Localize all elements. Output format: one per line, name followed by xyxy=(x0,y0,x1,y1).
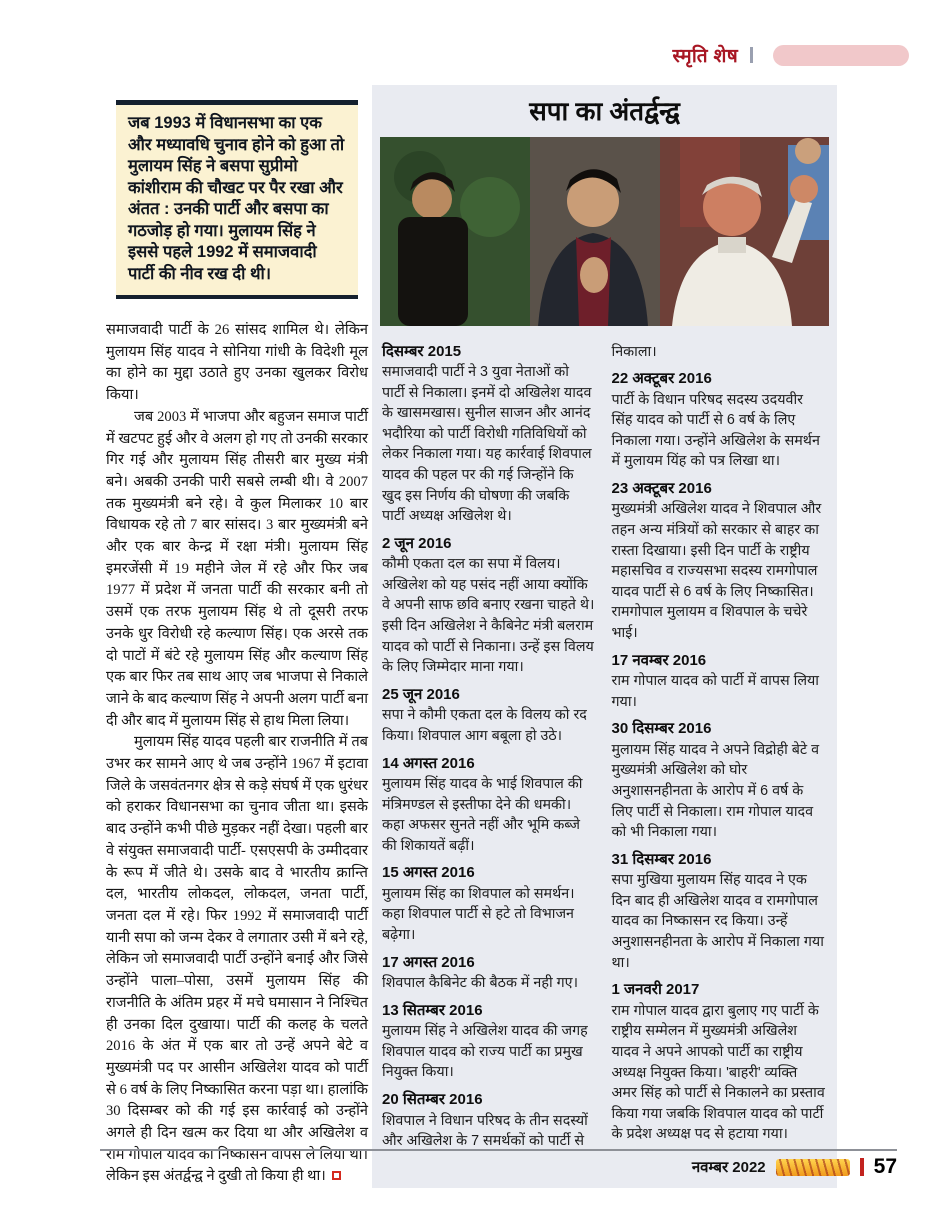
timeline-entry xyxy=(382,342,596,527)
page-footer xyxy=(100,1149,897,1179)
timeline-entry xyxy=(612,980,826,1145)
timeline-date: 25 जून 2016 xyxy=(382,685,460,703)
timeline-date: 14 अगस्त 2016 xyxy=(382,754,475,772)
timeline-date: 17 अगस्त 2016 xyxy=(382,953,475,971)
timeline-text: पार्टी के विधान परिषद सदस्य उदयवीर सिंह यादव को पार्टी से 6 वर्ष के लिए निकाला गया। उन्होंने अखिलेश के समर्थन में मुलायम यिंह को पत्र लिखा था। xyxy=(611,391,820,470)
section-label: स्मृति शेष xyxy=(672,46,738,67)
timeline-date: 22 अक्टूबर 2016 xyxy=(611,370,712,388)
timeline-text: मुख्यमंत्री अखिलेश यादव ने शिवपाल और तहन अन्य मंत्रियों को सरकार से बाहर का रास्ता दिखाया। इसी दिन पार्टी के राष्ट्रीय महासचिव व राज्यसभा सदस्य रामगोपाल यादव पार्टी से 6 वर्ष के लिए निष्कासित। रामगोपाल मुलायम व शिवपाल के चचेरे भाई। xyxy=(611,501,822,642)
timeline-date: 2 जून 2016 xyxy=(382,534,452,552)
article-body xyxy=(106,320,368,1188)
timeline-date: 15 अगस्त 2016 xyxy=(382,864,475,882)
timeline-text: सपा मुखिया मुलायम सिंह यादव ने एक दिन बाद ही अखिलेश यादव व रामगोपाल यादव का निष्कासन रद किया। उन्हें अनुशासनहीनता के आरोप में निकाला गया था। xyxy=(611,872,824,971)
timeline-entry xyxy=(382,685,596,747)
timeline-text: राम गोपाल यादव द्वारा बुलाए गए पार्टी के राष्ट्रीय सम्मेलन में मुख्यमंत्री अखिलेश यादव ने अपने आपको पार्टी का राष्ट्रीय अध्यक्ष नियुक्त किया। 'बाहरी' व्यक्ति अमर सिंह को पार्टी से निकालने का प्रस्ताव किया गया जबकि शिवपाल यादव को पार्टी के प्रदेश अध्यक्ष पद से हटाया गया। xyxy=(611,1002,825,1143)
page-content xyxy=(100,85,837,1188)
timeline-continuation-text: निकाला। xyxy=(611,343,657,360)
timeline-text: शिवपाल कैबिनेट की बैठक में नही गए। xyxy=(382,975,578,992)
timeline-entry xyxy=(612,479,826,644)
panel-title: सपा का अंतर्द्वन्द्व xyxy=(529,96,680,126)
timeline-text: राम गोपाल यादव को पार्टी में वापस लिया गया। xyxy=(611,673,820,710)
timeline-date: 23 अक्टूबर 2016 xyxy=(611,479,712,497)
timeline-date: 17 नवम्बर 2016 xyxy=(611,651,707,669)
news-photo xyxy=(380,137,829,326)
timeline-column-2 xyxy=(610,335,830,1152)
timeline-entry xyxy=(382,863,596,945)
page-number: 57 xyxy=(873,1155,897,1178)
timeline-entry xyxy=(612,850,826,973)
footer-divider xyxy=(860,1158,864,1176)
timeline-text: मुलायम सिंह का शिवपाल को समर्थन। कहा शिवपाल पार्टी से हटे तो विभाजन बढ़ेगा। xyxy=(382,885,575,944)
highlight-text: जब 1993 में विधानसभा का एक और मध्यावधि चुनाव होने को हुआ तो मुलायम सिंह ने बसपा सुप्रीमो कांशीराम की चौखट पर पैर रखा और अंतत : उनकी पार्टी और बसपा का गठजोड़ हो गया। मुलायम सिंह ने इससे पहले 1992 में समाजवादी पार्टी की नीव रख दी थी। xyxy=(128,114,345,283)
magazine-logo xyxy=(776,1159,850,1176)
timeline-date: 13 सितम्बर 2016 xyxy=(382,1001,483,1019)
timeline-entry xyxy=(612,719,826,842)
timeline-entry xyxy=(382,1090,596,1152)
timeline-text: शिवपाल ने विधान परिषद के तीन सदस्यों और अखिलेश के 7 समर्थकों को पार्टी से xyxy=(382,1112,588,1150)
highlight-box xyxy=(116,100,358,299)
news-photo-illustration xyxy=(380,137,829,326)
timeline-date: 1 जनवरी 2017 xyxy=(611,981,700,999)
page-header xyxy=(673,42,910,68)
timeline-text: मुलायम सिंह यादव ने अपने विद्रोही बेटे व मुख्यमंत्री अखिलेश को घोर अनुशासनहीनता के आरोप में 6 वर्ष के लिए पार्टी से निकाला। राम गोपाल यादव को भी निकाला गया। xyxy=(611,741,820,841)
issue-date: नवम्बर 2022 xyxy=(691,1159,766,1176)
timeline-date: 30 दिसम्बर 2016 xyxy=(611,720,712,738)
timeline-entry xyxy=(382,1001,596,1083)
article-paragraph-3-text: मुलायम सिंह यादव पहली बार राजनीति में तब उभर कर सामने आए थे जब उन्होंने 1967 में इटावा जिले के जसवंतनगर क्षेत्र से कड़े संघर्ष में एक धुरंधर को हराकर विधानसभा का चुनाव जीता था। इसके बाद उन्होंने कभी पीछे मुड़कर नहीं देखा। पहली बार वे संयुक्त समाजवादी पार्टी- एसएसपी के उम्मीदवार के रूप में जीते थे। उसके बाद वे भारतीय क्रान्ति दल, भारतीय लोकदल, लोकदल, जनता पार्टी, जनता दल में रहे। फिर 1992 में समाजवादी पार्टी यानी सपा को जन्म देकर वे लगातार उसी में बने रहे, लेकिन जो समाजवादी पार्टी उन्होंने बनाई और जिसे उन्होंने पाला–पोसा, उसमें मुलायम सिंह की राजनीति के अंतिम प्रहर में मचे घमासान ने निश्चित ही उनका दिल दुखाया। पार्टी की कलह के चलते 2016 के अंत में एक बार तो उन्हें अपने बेटे व मुख्यमंत्री पद पर आसीन अखिलेश यादव को पार्टी से 6 वर्ष के लिए निष्कासित करना पड़ा था। हालांकि 30 दिसम्बर को की गई इस कार्रवाई को उन्होंने अगले ही दिन खत्म कर दिया था और अखिलेश व राम गोपाल यादव का निष्कासन वापस ले लिया था। लेकिन इस अंतर्द्वन्द्व ने दुखी तो किया ही था। xyxy=(106,734,368,1185)
timeline-entry xyxy=(612,651,826,713)
timeline-date: 20 सितम्बर 2016 xyxy=(382,1091,483,1109)
timeline-entry xyxy=(382,534,596,678)
timeline-entry xyxy=(382,953,596,994)
timeline-columns xyxy=(380,335,829,1152)
timeline-text: सपा ने कौमी एकता दल के विलय को रद किया। शिवपाल आग बबूला हो उठे। xyxy=(382,707,587,744)
timeline-entry xyxy=(382,754,596,857)
timeline-date: दिसम्बर 2015 xyxy=(382,342,462,360)
timeline-entry xyxy=(612,369,826,472)
article-paragraph-1: समाजवादी पार्टी के 26 सांसद शामिल थे। लेकिन मुलायम सिंह यादव ने सोनिया गांधी के विदेशी मूल का होने का मुद्दा उठाते हुए उनका खुलकर विरोध किया। xyxy=(106,322,368,404)
timeline-text: कौमी एकता दल का सपा में विलय। अखिलेश को यह पसंद नहीं आया क्योंकि वे अपनी साफ छवि बनाए रखना चाहते थे। इसी दिन अखिलेश ने कैबिनेट मंत्री बलराम यादव को पार्टी से निकाना। उन्हें इस विलय के लिए जिम्मेदार माना गया। xyxy=(382,556,595,676)
timeline-text: मुलायम सिंह ने अखिलेश यादव की जगह शिवपाल यादव को राज्य पार्टी का प्रमुख नियुक्त किया। xyxy=(382,1023,588,1081)
article-paragraph-3 xyxy=(106,732,368,1188)
timeline-date: 31 दिसम्बर 2016 xyxy=(611,850,712,868)
timeline-text: समाजवादी पार्टी ने 3 युवा नेताओं को पार्टी से निकाला। इनमें दो अखिलेश यादव के खासमखास। सुनील साजन और आनंद भदौरिया को पार्टी विरोधी गतिविधियों को लेकर निकाला गया। यह कार्रवाई शिवपाल यादव की पहल पर की गई जिन्होंने कि खुद इस निर्णय की घोषणा की जबकि पार्टी अध्यक्ष अखिलेश थे। xyxy=(382,364,592,525)
timeline-panel xyxy=(372,85,837,1188)
separator-tick xyxy=(750,47,753,63)
article-paragraph-2: जब 2003 में भाजपा और बहुजन समाज पार्टी में खटपट हुई और वे अलग हो गए तो उनकी सरकार गिर गई और मुलायम सिंह तीसरी बार मुख्य मंत्री बने। अबकी उनकी पारी सबसे लम्बी थी। वे 2007 तक मुख्यमंत्री बने रहे। वे कुल मिलाकर 10 बार विधायक रहे तो 7 बार सांसद। 3 बार मुख्यमंत्री बने और एक बार केन्द्र में रक्षा मंत्री। मुलायम सिंह इमरजेंसी में 19 महीने जेल में रहे और फिर जब 1977 में प्रदेश में जनता पार्टी की सरकार बनी तो उसमें एक तरफ मुलायम सिंह थे तो दूसरी तरफ उनके धुर विरोधी रहे कल्याण सिंह। एक अरसे तक दो पाटों में बंटे रहे मुलायम सिंह और कल्याण सिंह एक बार फिर तब साथ आए जब भाजपा से निकाले जाने के बाद कल्याण सिंह ने अपनी अलग पार्टी बना दी और बाद में मुलायम सिंह से हाथ मिला लिया। xyxy=(106,408,368,729)
left-column xyxy=(100,85,368,1188)
timeline-column-1 xyxy=(380,335,600,1152)
masthead-pill xyxy=(773,45,909,66)
timeline-text: मुलायम सिंह यादव के भाई शिवपाल की मंत्रिमण्डल से इस्तीफा देने की धमकी। कहा अफसर सुनते नहीं और भूमि कब्जे की शिकायतें बढ़ीं। xyxy=(382,776,583,854)
